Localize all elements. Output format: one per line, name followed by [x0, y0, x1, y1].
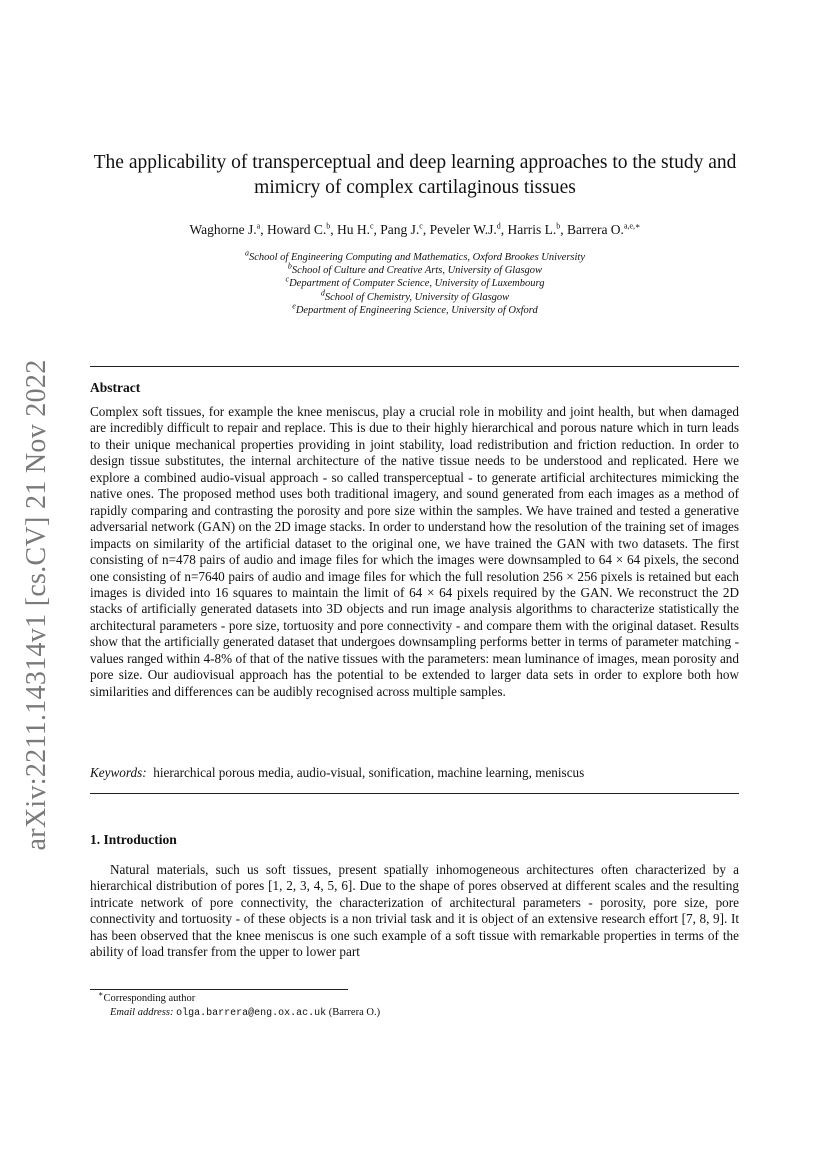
corresponding-author-text: Corresponding author	[103, 993, 196, 1004]
author-affiliation-mark: a,e,∗	[623, 221, 641, 231]
author: Harris L.$^b$	[507, 221, 561, 237]
affiliation	[90, 301, 740, 317]
affiliation-mark: a	[244, 248, 249, 258]
author-list: Waghorne J.$^a$, Howard C.$^b$, Hu H.$^c$, Pang J.$^c$, Peveler W.J.$^d$, Harris L.$^b$, Barrera O.$^{a,e,∗}$	[189, 221, 641, 237]
author: Peveler W.J.$^d$	[429, 221, 501, 237]
keywords-label: Keywords:	[90, 765, 147, 780]
affiliation-text: School of Culture and Creative Arts, University of Glasgow	[291, 265, 543, 277]
email-label: Email address:	[110, 1007, 174, 1018]
author: Pang J.$^c$	[380, 221, 423, 237]
affiliation-list	[90, 248, 740, 317]
paper-title: The applicability of transperceptual and deep learning approaches to the study and mimicry of complex cartilaginous tissues	[93, 152, 737, 198]
top-divider	[90, 366, 739, 367]
affiliation-mark: d	[320, 288, 325, 298]
author: Waghorne J.$^a$	[189, 221, 261, 237]
abstract-heading: Abstract	[90, 380, 141, 395]
corresponding-author-note	[90, 989, 690, 1006]
affiliation-mark: e	[292, 301, 296, 311]
author: Barrera O.$^{a,e,∗}$	[566, 221, 641, 237]
affiliation-mark: c	[285, 274, 290, 284]
email-owner: (Barrera O.)	[328, 1007, 381, 1018]
author-affiliation-mark: a	[256, 221, 261, 231]
keywords-text: hierarchical porous media, audio-visual, sonification, machine learning, meniscus	[153, 765, 585, 780]
affiliation-text: School of Chemistry, University of Glasgow	[324, 291, 510, 303]
email-link[interactable]: olga.barrera@eng.ox.ac.uk	[176, 1008, 327, 1019]
footnote-divider	[90, 989, 348, 990]
affiliation-mark: b	[287, 261, 292, 271]
author: Hu H.$^c$	[336, 221, 374, 237]
author-affiliation-mark: b	[556, 221, 561, 231]
author-affiliation-mark: b	[326, 221, 331, 231]
email-note	[90, 1006, 690, 1021]
footnote-mark: ∗	[98, 989, 104, 999]
affiliation	[90, 261, 740, 277]
affiliation	[90, 288, 740, 304]
author-affiliation-mark: d	[496, 221, 501, 231]
author-affiliation-mark: c	[419, 221, 423, 231]
author: Howard C.$^b$	[266, 221, 331, 237]
footnotes	[90, 989, 690, 1021]
introduction-heading: 1. Introduction	[90, 832, 177, 847]
arxiv-stamp: arXiv:2211.14314v1 [cs.CV] 21 Nov 2022	[21, 359, 52, 851]
introduction-body: Natural materials, such us soft tissues, present spatially inhomogeneous architectures often characterized by a hierarchical distribution of pores [1, 2, 3, 4, 5, 6]. Due to the shape of pores observed at different scales and the resulting intricate network of pore connectivity, the characterization of architectural parameters - porosity, pore size, pore connectivity and tortuosity - of these objects is a non trivial task and it is object of an extensive research effort [7, 8, 9]. It has been observed that the knee meniscus is one such example of a soft tissue with remarkable properties in terms of the ability of load transfer from the upper to lower part	[90, 862, 739, 960]
abstract-body: Complex soft tissues, for example the knee meniscus, play a crucial role in mobility and joint health, but when damaged are incredibly difficult to repair and replace. This is due to their highly hierarchical and porous nature which in turn leads to their unique mechanical properties providing in joint stability, load redistribution and friction reduction. In order to design tissue substitutes, the internal architecture of the native tissue needs to be understood and replicated. Here we explore a combined audio-visual approach - so called transperceptual - to generate artificial architectures mimicking the native ones. The proposed method uses both traditional imagery, and sound generated from each images as a method of rapidly comparing and contrasting the porosity and pore size within the samples. We have trained and tested a generative adversarial network (GAN) on the 2D image stacks. In order to understand how the resolution of the training set of images impacts on similarity of the artificial dataset to the original one, we have trained the GAN with two datasets. The first consisting of n=478 pairs of audio and image files for which the images were downsampled to 64 × 64 pixels, the second one consisting of n=7640 pairs of audio and image files for which the full resolution 256 × 256 pixels is retained but each images is divided into 16 squares to maintain the limit of 64 × 64 pixels required by the GAN. We reconstruct the 2D stacks of artificially generated datasets into 3D objects and run image analysis algorithms to characterize statistically the architectural parameters - pore size, tortuosity and pore connectivity - and compare them with the original dataset. Results show that the artificially generated dataset that undergoes downsampling performs better in terms of parameter matching - values ranged within 4-8% of that of the native tissues with the parameters: mean luminance of images, mean porosity and pore size. Our audiovisual approach has the potential to be extended to larger data sets in order to explore both how similarities and differences can be audibly recognised across multiple samples.	[90, 404, 739, 699]
keywords	[90, 765, 739, 781]
author-affiliation-mark: c	[369, 221, 374, 231]
affiliation-text: Department of Engineering Science, University of Oxford	[295, 304, 538, 316]
bottom-divider	[90, 793, 739, 794]
affiliation	[90, 248, 740, 264]
affiliation	[90, 274, 740, 290]
affiliation-text: School of Engineering Computing and Mathematics, Oxford Brookes University	[248, 252, 586, 263]
affiliation-text: Department of Computer Science, University of Luxembourg	[289, 278, 545, 290]
